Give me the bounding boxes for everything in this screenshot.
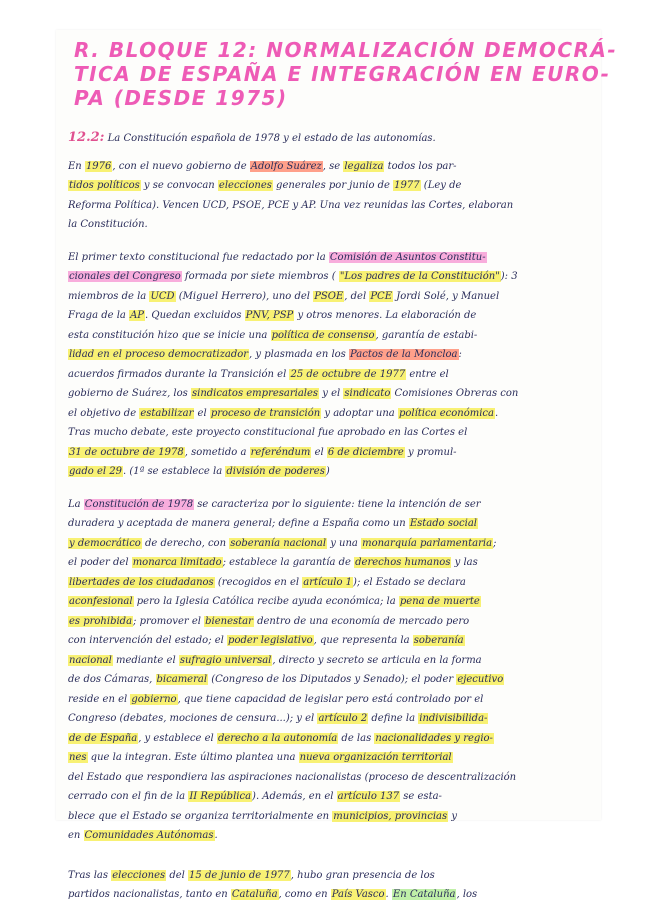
- note-line: [68, 495, 598, 515]
- note-line: [68, 826, 598, 846]
- note-text: .: [214, 830, 218, 841]
- note-line: [68, 866, 598, 886]
- highlighted-text: PNV, PSP: [245, 310, 294, 321]
- highlighted-text: artículo 137: [337, 791, 400, 802]
- page-title: [74, 38, 618, 110]
- highlighted-text: gobierno: [131, 693, 177, 705]
- note-text: blece que el Estado se organiza territorialmente en: [68, 810, 330, 822]
- note-text: en: [68, 830, 81, 841]
- note-text: La: [68, 498, 81, 510]
- note-text: dentro de una economía de mercado pero: [253, 615, 470, 627]
- note-line: [68, 612, 598, 632]
- highlighted-text: 6 de diciembre: [327, 446, 404, 458]
- note-text: reside en el: [68, 693, 128, 705]
- note-text: ); el Estado se declara: [353, 576, 466, 588]
- note-text: el poder del: [68, 557, 129, 568]
- note-text: . Quedan excluidos: [145, 310, 242, 321]
- highlighted-text: política económica: [398, 407, 494, 419]
- highlighted-text: cionales del Congreso: [69, 271, 181, 282]
- note-text: del Estado que respondiera las aspiraciones nacionalistas (proceso de descentralización: [68, 771, 517, 783]
- highlighted-text: Cataluña: [231, 889, 278, 900]
- note-line: [68, 462, 598, 482]
- note-line: [68, 592, 598, 612]
- highlighted-text: En Cataluña: [392, 889, 456, 900]
- note-line: [68, 267, 598, 287]
- paragraph-3: [68, 495, 598, 846]
- note-text: y una: [327, 537, 358, 549]
- note-line: [68, 443, 598, 463]
- note-text: (recogidos en el: [214, 576, 300, 588]
- highlighted-text: bienestar: [205, 615, 253, 627]
- highlighted-text: gado el 29: [69, 466, 122, 477]
- note-text: :: [458, 349, 462, 360]
- note-text: mediante el: [112, 654, 176, 666]
- highlighted-text: lidad en el proceso democratizador: [69, 349, 249, 360]
- notes-body: [68, 128, 598, 905]
- note-text: , como en: [278, 889, 328, 900]
- highlighted-text: pena de muerte: [399, 596, 480, 607]
- note-line: [68, 690, 598, 710]
- note-line: [68, 176, 598, 196]
- note-line: [68, 631, 598, 651]
- note-text: , sometido a: [184, 446, 247, 458]
- highlighted-text: derecho a la autonomía: [217, 732, 338, 744]
- paragraph-2: [68, 248, 598, 482]
- highlighted-text: legaliza: [344, 160, 384, 172]
- note-text: duradera y aceptada de manera general; define a España como un: [68, 518, 406, 529]
- note-text: ): [325, 466, 330, 477]
- note-text: y las: [451, 557, 478, 568]
- note-text: (Miguel Herrero), uno del: [175, 290, 310, 302]
- note-text: , y plasmada en los: [249, 349, 346, 360]
- note-text: del: [166, 869, 185, 881]
- highlighted-text: PSOE: [314, 290, 344, 302]
- note-line: [68, 215, 598, 235]
- highlighted-text: monarca limitado: [132, 557, 222, 568]
- highlighted-text: Adolfo Suárez: [250, 160, 322, 172]
- note-text: entre el: [406, 368, 449, 380]
- note-text: ;: [493, 537, 497, 549]
- note-text: de las: [338, 732, 372, 744]
- note-text: (Congreso de los Diputados y Senado); el poder: [208, 674, 454, 685]
- highlighted-text: UCD: [150, 290, 175, 302]
- highlighted-text: AP: [130, 310, 145, 321]
- highlighted-text: 25 de octubre de 1977: [290, 368, 406, 380]
- note-text: de dos Cámaras,: [68, 674, 153, 685]
- note-line: [68, 423, 598, 443]
- note-text: gobierno de Suárez, los: [68, 388, 188, 399]
- highlighted-text: bicameral: [156, 674, 208, 685]
- highlighted-text: artículo 1: [303, 576, 353, 588]
- highlighted-text: tidos políticos: [69, 180, 140, 191]
- highlighted-text: poder legislativo: [228, 635, 313, 646]
- note-text: , del: [344, 290, 367, 302]
- note-text: , los: [456, 889, 478, 900]
- note-text: el: [311, 446, 324, 458]
- highlighted-text: división de poderes: [226, 466, 325, 477]
- highlighted-text: municipios, provincias: [333, 810, 448, 822]
- note-text: todos los par-: [384, 160, 457, 172]
- title-line-2: TICA DE ESPAÑA E INTEGRACIÓN EN EURO-: [74, 62, 611, 86]
- note-line: [68, 365, 598, 385]
- note-text: y: [448, 810, 457, 822]
- note-text: y se convocan: [140, 180, 215, 191]
- note-text: Reforma Política). Vencen UCD, PSOE, PCE y AP. Una vez reunidas las Cortes, elaboran: [68, 199, 514, 211]
- note-text: , directo y secreto se articula en la forma: [272, 654, 482, 666]
- note-line: [68, 709, 598, 729]
- highlighted-text: artículo 2: [318, 713, 368, 724]
- title-line-3: PA (DESDE 1975): [74, 86, 288, 110]
- note-line: [68, 748, 598, 768]
- note-text: Tras las: [68, 869, 109, 881]
- note-line: [68, 553, 598, 573]
- highlighted-text: estabilizar: [140, 407, 194, 419]
- note-line: [68, 729, 598, 749]
- highlighted-text: nueva organización territorial: [299, 752, 452, 763]
- highlighted-text: ejecutivo: [457, 674, 504, 685]
- note-text: En: [68, 160, 82, 172]
- highlighted-text: sindicatos empresariales: [191, 388, 319, 399]
- highlighted-text: referéndum: [250, 446, 311, 458]
- highlighted-text: y democrático: [69, 537, 141, 549]
- highlighted-text: Constitución de 1978: [84, 498, 194, 510]
- note-line: [68, 384, 598, 404]
- highlighted-text: nes: [69, 752, 87, 763]
- highlighted-text: es prohibida: [69, 615, 133, 627]
- highlighted-text: sindicato: [344, 388, 391, 399]
- highlighted-text: Comisión de Asuntos Constitu-: [329, 251, 486, 263]
- note-text: ; promover el: [133, 615, 201, 627]
- note-text: se esta-: [400, 791, 442, 802]
- note-line: [68, 787, 598, 807]
- note-line: [68, 651, 598, 671]
- note-text: acuerdos firmados durante la Transición el: [68, 368, 287, 380]
- highlighted-text: soberanía: [413, 635, 464, 646]
- note-text: ; establece la garantía de: [222, 557, 351, 568]
- note-line: [68, 326, 598, 346]
- note-text: Fraga de la: [68, 310, 126, 321]
- note-text: pero la Iglesia Católica recibe ayuda económica; la: [133, 596, 396, 607]
- note-line: [68, 345, 598, 365]
- note-text: ). Además, en el: [252, 791, 334, 802]
- note-line: [68, 670, 598, 690]
- highlighted-text: País Vasco: [331, 889, 385, 900]
- highlighted-text: Comunidades Autónomas: [84, 830, 214, 841]
- paragraph-4: [68, 866, 598, 905]
- highlighted-text: 31 de octubre de 1978: [69, 446, 184, 458]
- note-text: Tras mucho debate, este proyecto constitucional fue aprobado en las Cortes el: [68, 427, 468, 438]
- note-text: , garantía de estabi-: [375, 329, 478, 341]
- notebook-page: [56, 30, 618, 900]
- note-line: [68, 514, 598, 534]
- note-text: , que representa la: [313, 635, 410, 646]
- note-line: [68, 768, 598, 788]
- note-text: Congreso (debates, mociones de censura...); y el: [68, 713, 315, 724]
- highlighted-text: de de España: [69, 732, 138, 744]
- highlighted-text: Estado social: [409, 518, 477, 529]
- note-text: El primer texto constitucional fue redactado por la: [68, 251, 326, 263]
- highlighted-text: sufragio universal: [179, 654, 272, 666]
- note-text: , se: [322, 160, 341, 172]
- highlighted-text: política de consenso: [271, 329, 375, 341]
- note-line: [68, 885, 598, 905]
- note-line: [68, 573, 598, 593]
- note-text: se caracteriza por lo siguiente: tiene la intención de ser: [194, 498, 481, 510]
- note-text: , con el nuevo gobierno de: [112, 160, 247, 172]
- note-text: Jordi Solé, y Manuel: [393, 290, 500, 302]
- note-text: (Ley de: [420, 180, 462, 191]
- highlighted-text: nacionalidades y regio-: [375, 732, 493, 744]
- note-text: .: [494, 407, 499, 419]
- highlighted-text: aconfesional: [69, 596, 133, 607]
- section-title: La Constitución española de 1978 y el estado de las autonomías.: [107, 133, 436, 144]
- highlighted-text: 1977: [394, 180, 420, 191]
- note-text: con intervención del estado; el: [68, 635, 224, 646]
- note-text: la Constitución.: [68, 219, 148, 230]
- highlighted-text: elecciones: [218, 180, 272, 191]
- note-text: generales por junio de: [272, 180, 390, 191]
- note-text: de derecho, con: [141, 537, 227, 549]
- highlighted-text: 1976: [85, 160, 112, 172]
- highlighted-text: PCE: [370, 290, 393, 302]
- highlighted-text: elecciones: [112, 869, 166, 881]
- note-text: , y establece el: [138, 732, 214, 744]
- note-text: . (1ª se establece la: [122, 466, 223, 477]
- title-line-1: R. BLOQUE 12: NORMALIZACIÓN DEMOCRÁ-: [74, 38, 618, 62]
- highlighted-text: indivisibilida-: [419, 713, 488, 724]
- note-text: , hubo gran presencia de los: [290, 869, 435, 881]
- highlighted-text: nacional: [69, 654, 112, 666]
- note-text: partidos nacionalistas, tanto en: [68, 889, 228, 900]
- highlighted-text: II República: [189, 791, 252, 802]
- note-line: [68, 196, 598, 216]
- section-heading: [68, 128, 598, 148]
- highlighted-text: soberanía nacional: [230, 537, 327, 549]
- note-line: [68, 404, 598, 424]
- note-line: [68, 248, 598, 268]
- note-line: [68, 157, 598, 177]
- note-text: el objetivo de: [68, 407, 137, 419]
- note-text: y promul-: [404, 446, 457, 458]
- highlighted-text: Pactos de la Moncloa: [350, 349, 458, 360]
- highlighted-text: "Los padres de la Constitución": [339, 271, 500, 282]
- note-text: formada por siete miembros (: [181, 271, 336, 282]
- note-text: ): 3: [500, 271, 518, 282]
- note-line: [68, 807, 598, 827]
- note-line: [68, 287, 598, 307]
- note-text: , que tiene capacidad de legislar pero está controlado por el: [177, 693, 484, 705]
- note-text: miembros de la: [68, 290, 147, 302]
- highlighted-text: libertades de los ciudadanos: [69, 576, 214, 588]
- note-text: y adoptar una: [321, 407, 395, 419]
- note-text: que la integran. Este último plantea una: [87, 752, 296, 763]
- paragraph-1: [68, 157, 598, 235]
- highlighted-text: monarquía parlamentaria: [362, 537, 493, 549]
- highlighted-text: derechos humanos: [355, 557, 451, 568]
- note-text: esta constitución hizo que se inicie una: [68, 329, 268, 341]
- note-text: Comisiones Obreras con: [391, 388, 519, 399]
- highlighted-text: 15 de junio de 1977: [189, 869, 290, 881]
- note-text: y el: [319, 388, 341, 399]
- note-line: [68, 306, 598, 326]
- note-line: [68, 534, 598, 554]
- note-text: .: [385, 889, 389, 900]
- note-text: y otros menores. La elaboración de: [294, 310, 477, 321]
- highlighted-text: proceso de transición: [210, 407, 321, 419]
- note-text: cerrado con el fin de la: [68, 791, 186, 802]
- note-text: el: [194, 407, 207, 419]
- section-number: 12.2:: [68, 130, 105, 145]
- note-text: define la: [368, 713, 416, 724]
